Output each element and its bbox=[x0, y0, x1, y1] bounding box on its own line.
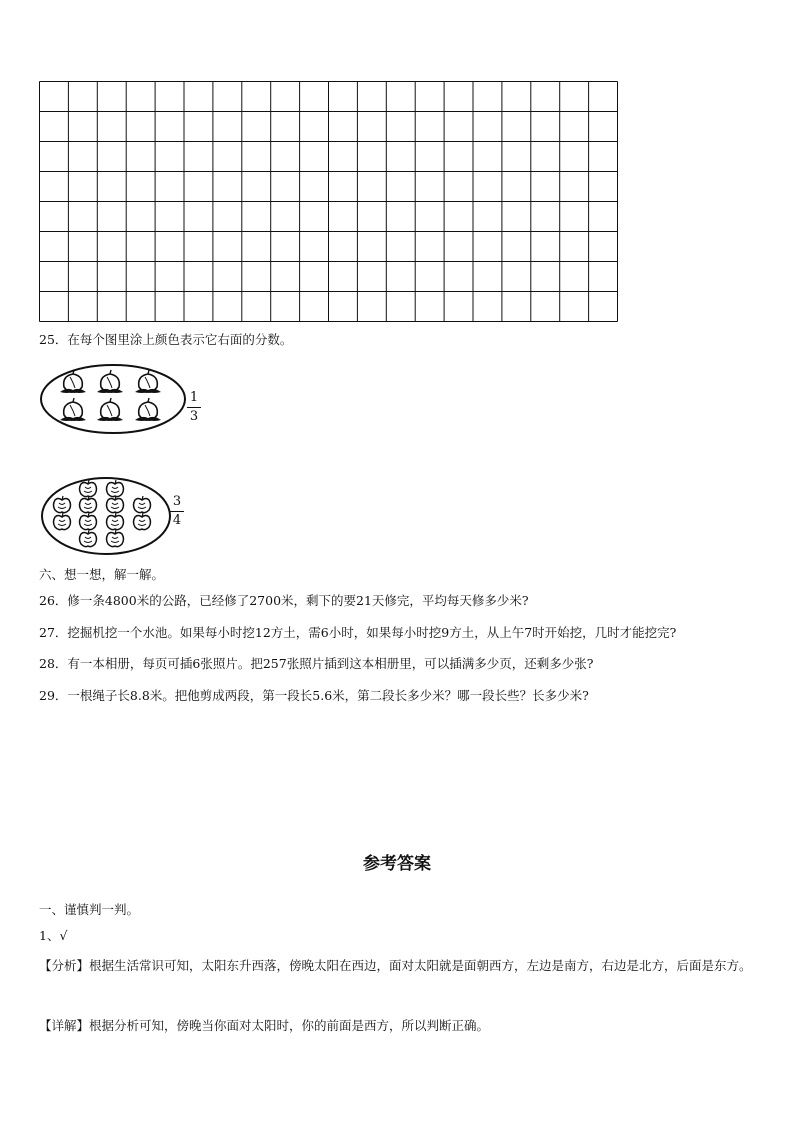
apple bbox=[80, 513, 97, 530]
apple bbox=[54, 513, 71, 530]
question-29: 29．一根绳子长8.8米。把他剪成两段，第一段长5.6米，第二段长多少米？哪一段长些？长多少米? bbox=[39, 688, 589, 703]
peach-items bbox=[60, 370, 161, 421]
figure-apples bbox=[40, 475, 172, 557]
apple bbox=[80, 480, 97, 497]
apple bbox=[107, 513, 124, 530]
question-27: 27．挖掘机挖一个水池。如果每小时挖12方土，需6小时，如果每小时挖9方土，从上午7时开始挖，几时才能挖完? bbox=[39, 625, 677, 640]
fraction-denominator: 4 bbox=[172, 513, 182, 528]
section-6-title: 六、想一想，解一解。 bbox=[39, 567, 165, 582]
peach bbox=[135, 370, 161, 393]
answer-analysis: 【分析】根据生活常识可知，太阳东升西落，傍晚太阳在西边，面对太阳就是面朝西方，左边是南方，右边是北方，后面是东方。 bbox=[39, 958, 752, 973]
fraction-numerator: 1 bbox=[189, 390, 199, 405]
apple bbox=[134, 496, 151, 513]
answers-section-1: 一、谨慎判一判。 bbox=[39, 902, 140, 917]
apple bbox=[80, 496, 97, 513]
fraction-one-third bbox=[187, 390, 201, 425]
fraction-numerator: 3 bbox=[172, 494, 182, 509]
apple-items bbox=[54, 480, 151, 547]
fraction-bar bbox=[170, 511, 184, 512]
question-25: 25．在每个图里涂上颜色表示它右面的分数。 bbox=[39, 332, 293, 347]
fraction-three-quarters bbox=[170, 494, 184, 529]
apple bbox=[80, 530, 97, 547]
apple bbox=[54, 496, 71, 513]
question-26: 26．修一条4800米的公路，已经修了2700米，剩下的要21天修完，平均每天修多少米? bbox=[39, 593, 529, 608]
apple bbox=[107, 530, 124, 547]
peach bbox=[97, 370, 123, 393]
figure-peaches bbox=[38, 362, 188, 437]
apple bbox=[107, 480, 124, 497]
fraction-bar bbox=[187, 407, 201, 408]
peach bbox=[97, 398, 123, 421]
fraction-denominator: 3 bbox=[189, 409, 199, 424]
answers-title: 参考答案 bbox=[363, 854, 431, 874]
answer-grid bbox=[39, 81, 618, 322]
answer-item-1: 1、√ bbox=[39, 928, 68, 943]
peach bbox=[60, 398, 86, 421]
grid-lines bbox=[39, 81, 618, 322]
question-28: 28．有一本相册，每页可插6张照片。把257张照片插到这本相册里，可以插满多少页，还剩多少张? bbox=[39, 656, 594, 671]
apple bbox=[134, 513, 151, 530]
peach bbox=[135, 398, 161, 421]
apple bbox=[107, 496, 124, 513]
answer-detail: 【详解】根据分析可知，傍晚当你面对太阳时，你的前面是西方，所以判断正确。 bbox=[39, 1018, 490, 1033]
